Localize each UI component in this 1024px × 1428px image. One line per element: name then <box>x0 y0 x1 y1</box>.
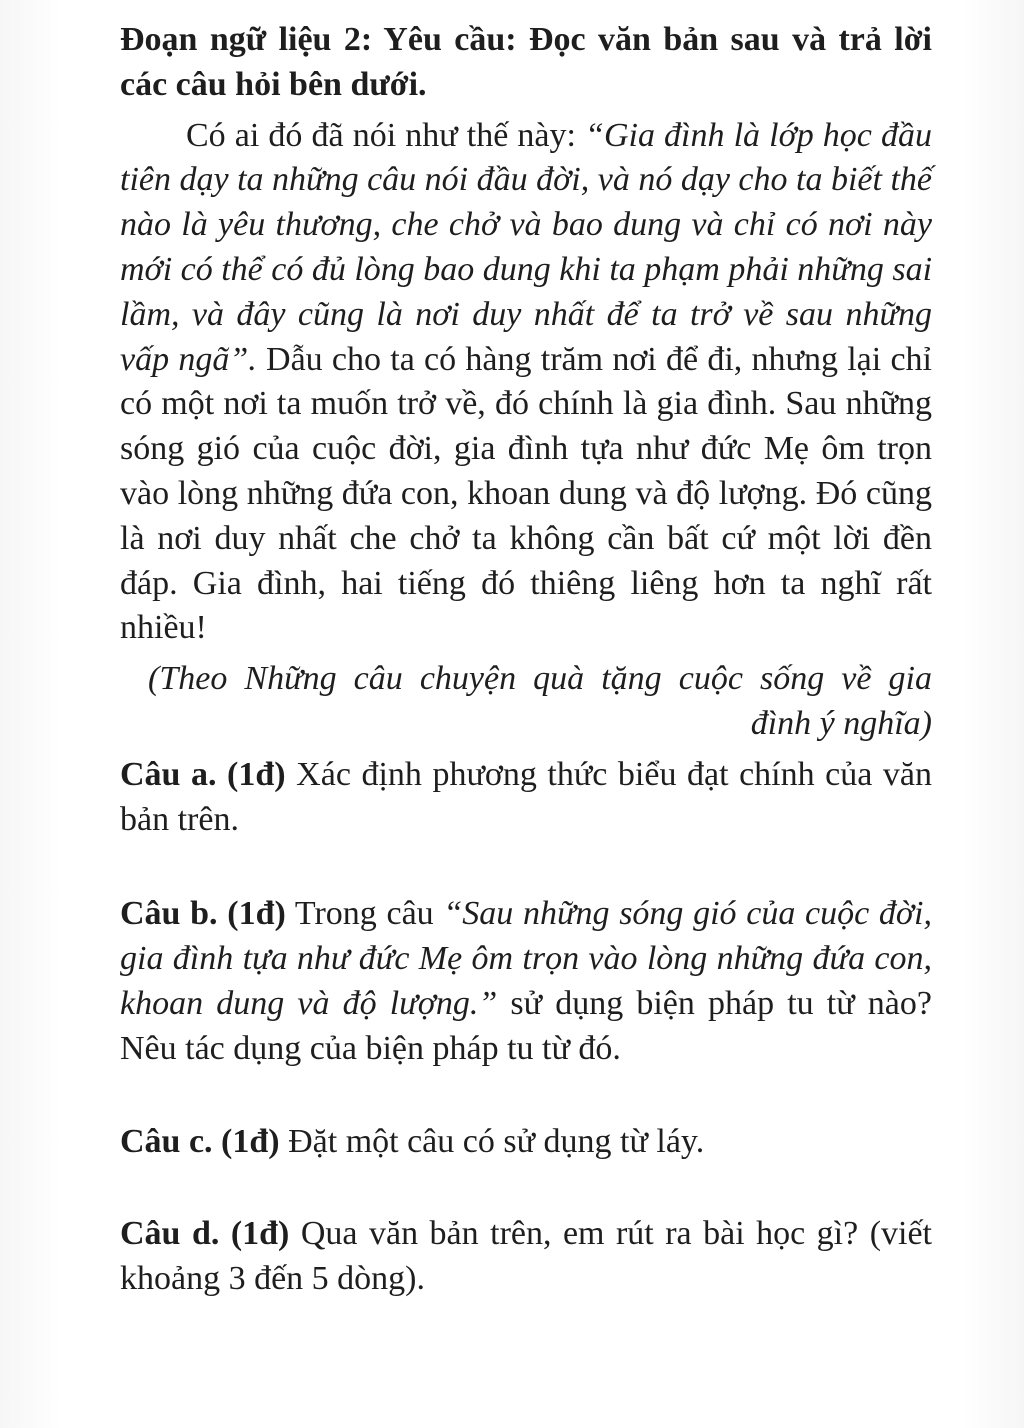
question-c-text: Đặt một câu có sử dụng từ láy. <box>279 1122 705 1160</box>
question-d-label: Câu d. (1đ) <box>120 1215 290 1253</box>
question-a-label: Câu a. (1đ) <box>120 755 286 793</box>
source-line-2: đình ý nghĩa) <box>750 704 932 742</box>
question-a-text: Xác định phương thức biểu đạt chính của văn bản trên. <box>120 755 932 838</box>
question-b-text-before: Trong câu <box>285 895 444 933</box>
source-line-1: (Theo Những câu chuyện quà tặng cuộc sống về gia <box>148 660 932 698</box>
question-b-label: Câu b. (1đ) <box>120 895 286 933</box>
question-a <box>120 753 932 843</box>
question-b-quote: “Sau những sóng gió của cuộc đời, gia đình tựa như đức Mẹ ôm trọn vào lòng những đứa con, khoan dung và độ lượng.” <box>120 895 932 1022</box>
question-d-text: Qua văn bản trên, em rút ra bài học gì? (viết khoảng 3 đến 5 dòng). <box>120 1215 933 1298</box>
question-c-label: Câu c. (1đ) <box>120 1122 280 1160</box>
question-b-text-after: sử dụng biện pháp tu từ nào? Nêu tác dụng của biện pháp tu từ đó. <box>120 984 932 1067</box>
passage-intro: Có ai đó đã nói như thế này: <box>186 116 586 154</box>
question-d <box>120 1212 932 1302</box>
passage-source <box>120 657 932 747</box>
passage-rest: Dẫu cho ta có hàng trăm nơi để đi, nhưng lại chỉ có một nơi ta muốn trở về, đó chính là gia đình. Sau những sóng gió của cuộc đời, gia đình tựa như đức Mẹ ôm trọn vào lòng những đứa con, khoan dung và độ lượng. Đó cũng là nơi duy nhất che chở ta không cần bất cứ một lời đền đáp. Gia đình, hai tiếng đó thiêng liêng hơn ta nghĩ rất nhiều! <box>120 340 933 647</box>
question-c <box>120 1120 932 1165</box>
section-heading: Đoạn ngữ liệu 2: Yêu cầu: Đọc văn bản sau và trả lời các câu hỏi bên dưới. <box>120 21 932 103</box>
question-b <box>120 892 932 1071</box>
reading-passage <box>120 114 932 652</box>
passage-quote: “Gia đình là lớp học đầu tiên dạy ta những câu nói đầu đời, và nó dạy cho ta biết thế nào là yêu thương, che chở và bao dung và chỉ có nơi này mới có thể có đủ lòng bao dung khi ta phạm phải những sai lầm, và đây cũng là nơi duy nhất để ta trở về sau những vấp ngã”. <box>120 116 933 378</box>
